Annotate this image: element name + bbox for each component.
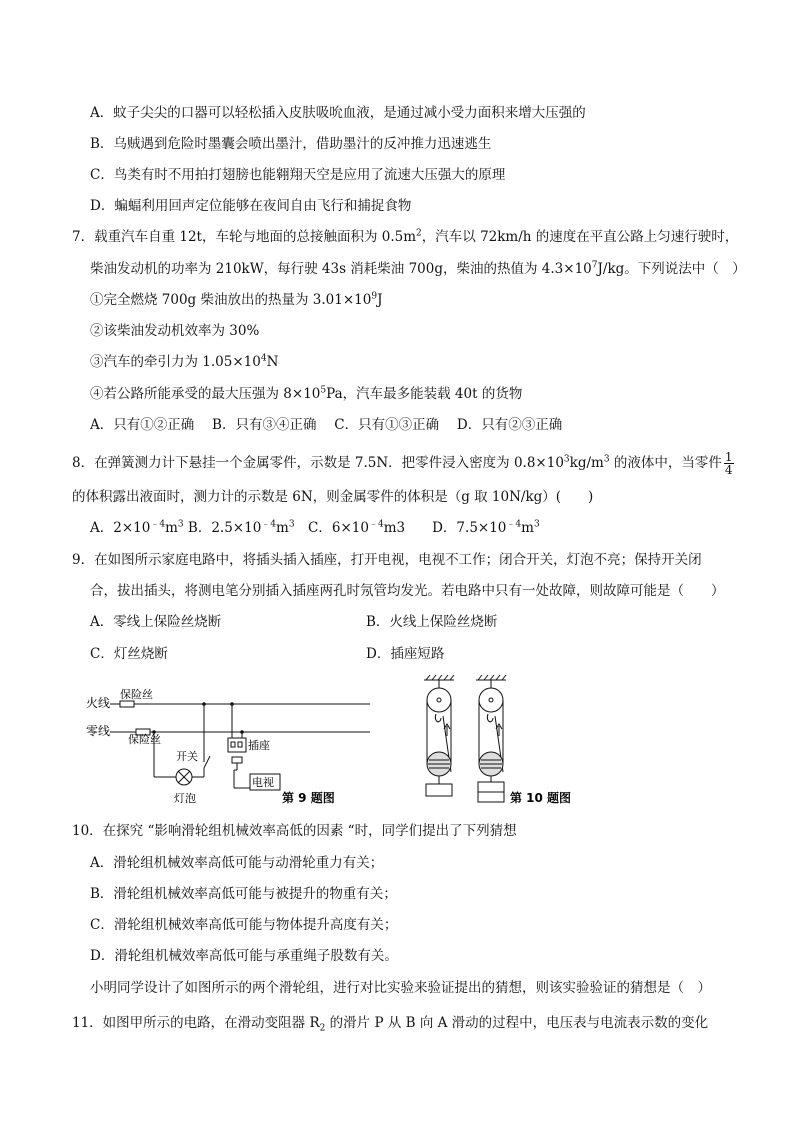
label-switch: 开关 — [176, 750, 198, 763]
q10-option-d: D．滑轮组机械效率高低可能与承重绳子股数有关。 — [90, 948, 398, 964]
q8-options: A．$2\times 10^{﹣4}m^3$ B．$2.5\times 10^{﹣4}m^3$ C．$6\times 10^{﹣4}m3$ D．$7.5\times 10^{﹣4}m^3$ — [90, 519, 540, 536]
q7-statement-3: ③汽车的牵引力为 $1.05\times 10^4N$ — [90, 353, 279, 370]
q7-options: A．只有①②正确 B．只有③④正确 C．只有①③正确 D．只有②③正确 — [90, 417, 563, 433]
q6-option-d: D．蝙蝠利用回声定位能够在夜间自由飞行和捕捉食物 — [90, 198, 412, 214]
q10-option-a: A．滑轮组机械效率高低可能与动滑轮重力有关； — [90, 855, 384, 871]
q11-stem: 11．如图甲所示的电路，在滑动变阻器 $R_2$ 的滑片 P 从 B 向 A 滑动的过程中，电压表与电流表示数的变化 — [72, 1015, 709, 1034]
q10-stem: 10．在探究 “影响滑轮组机械效率高低的因素 “时，同学们提出了下列猜想 — [72, 823, 517, 839]
q6-option-c: C．鸟类有时不用拍打翅膀也能翱翔天空是应用了流速大压强大的原理 — [90, 167, 506, 183]
q8-stem-line2: 的体积露出液面时，测力计的示数是 6N，则金属零件的体积是（g 取 10N/kg）( ) — [72, 489, 594, 505]
q6-option-a: A．蚊子尖尖的口器可以轻松插入皮肤吸吮血液，是通过减小受力面积来增大压强的 — [90, 105, 586, 121]
q8-stem-line1: 8．在弹簧测力计下悬挂一个金属零件，示数是 7.5N．把零件浸入密度为 $0.8\times 10^3kg/m^3$ 的液体中，当零件 $\frac{1}{4}$ — [72, 450, 733, 477]
label-tv: 电视 — [252, 776, 274, 789]
label-live-wire: 火线 — [86, 696, 111, 710]
q6-option-b: B．乌贼遇到危险时墨囊会喷出墨汁，借助墨汁的反冲推力迅速逃生 — [90, 136, 492, 152]
q9-option-d: D．插座短路 — [366, 646, 445, 662]
q7-stem-line2: 柴油发动机的功率为 210kW，每行驶 43s 消耗柴油 700g，柴油的热值为 $4.3\times 10^7J/kg$。下列说法中（ ） — [90, 260, 746, 277]
figure-10-caption: 第 10 题图 — [510, 791, 572, 805]
q7-statement-2: ②该柴油发动机效率为 30% — [90, 323, 260, 339]
figure-9-caption: 第 9 题图 — [282, 791, 335, 805]
label-bulb: 灯泡 — [174, 792, 196, 805]
fraction-one-quarter: $\frac{1}{4}$ — [724, 450, 733, 477]
q7-statement-1: ①完全燃烧 700g 柴油放出的热量为 $3.01\times 10^9J$ — [90, 291, 383, 308]
figure-10-pulleys — [414, 672, 594, 810]
label-fuse-neutral: 保险丝 — [128, 733, 161, 746]
q9-option-a: A．零线上保险丝烧断 — [90, 614, 222, 630]
figure-9-circuit — [84, 672, 374, 810]
label-fuse-live: 保险丝 — [120, 688, 153, 701]
q9-option-b: B．火线上保险丝烧断 — [366, 614, 498, 630]
q7-stem-line1: 7．载重汽车自重 12t，车轮与地面的总接触面积为 $0.5m^2$，汽车以 72km/h 的速度在平直公路上匀速行驶时， — [72, 228, 739, 245]
label-socket: 插座 — [248, 739, 270, 752]
q9-stem-line1: 9．在如图所示家庭电路中，将插头插入插座，打开电视，电视不工作；闭合开关，灯泡不亮；保持开关闭 — [72, 552, 702, 568]
q9-option-c: C．灯丝烧断 — [90, 646, 168, 662]
q9-stem-line2: 合，拔出插头，将测电笔分别插入插座两孔时氖管均发光。若电路中只有一处故障，则故障可能是（ ） — [90, 583, 725, 599]
q7-statement-4: ④若公路所能承受的最大压强为 $8\times 10^5Pa$，汽车最多能装载 40t 的货物 — [90, 385, 523, 402]
label-neutral-wire: 零线 — [86, 724, 111, 738]
q10-tail: 小明同学设计了如图所示的两个滑轮组，进行对比实验来验证提出的猜想，则该实验验证的猜想是（ ） — [90, 980, 711, 996]
q10-option-c: C．滑轮组机械效率高低可能与物体提升高度有关； — [90, 917, 398, 933]
q10-option-b: B．滑轮组机械效率高低可能与被提升的物重有关； — [90, 886, 397, 902]
